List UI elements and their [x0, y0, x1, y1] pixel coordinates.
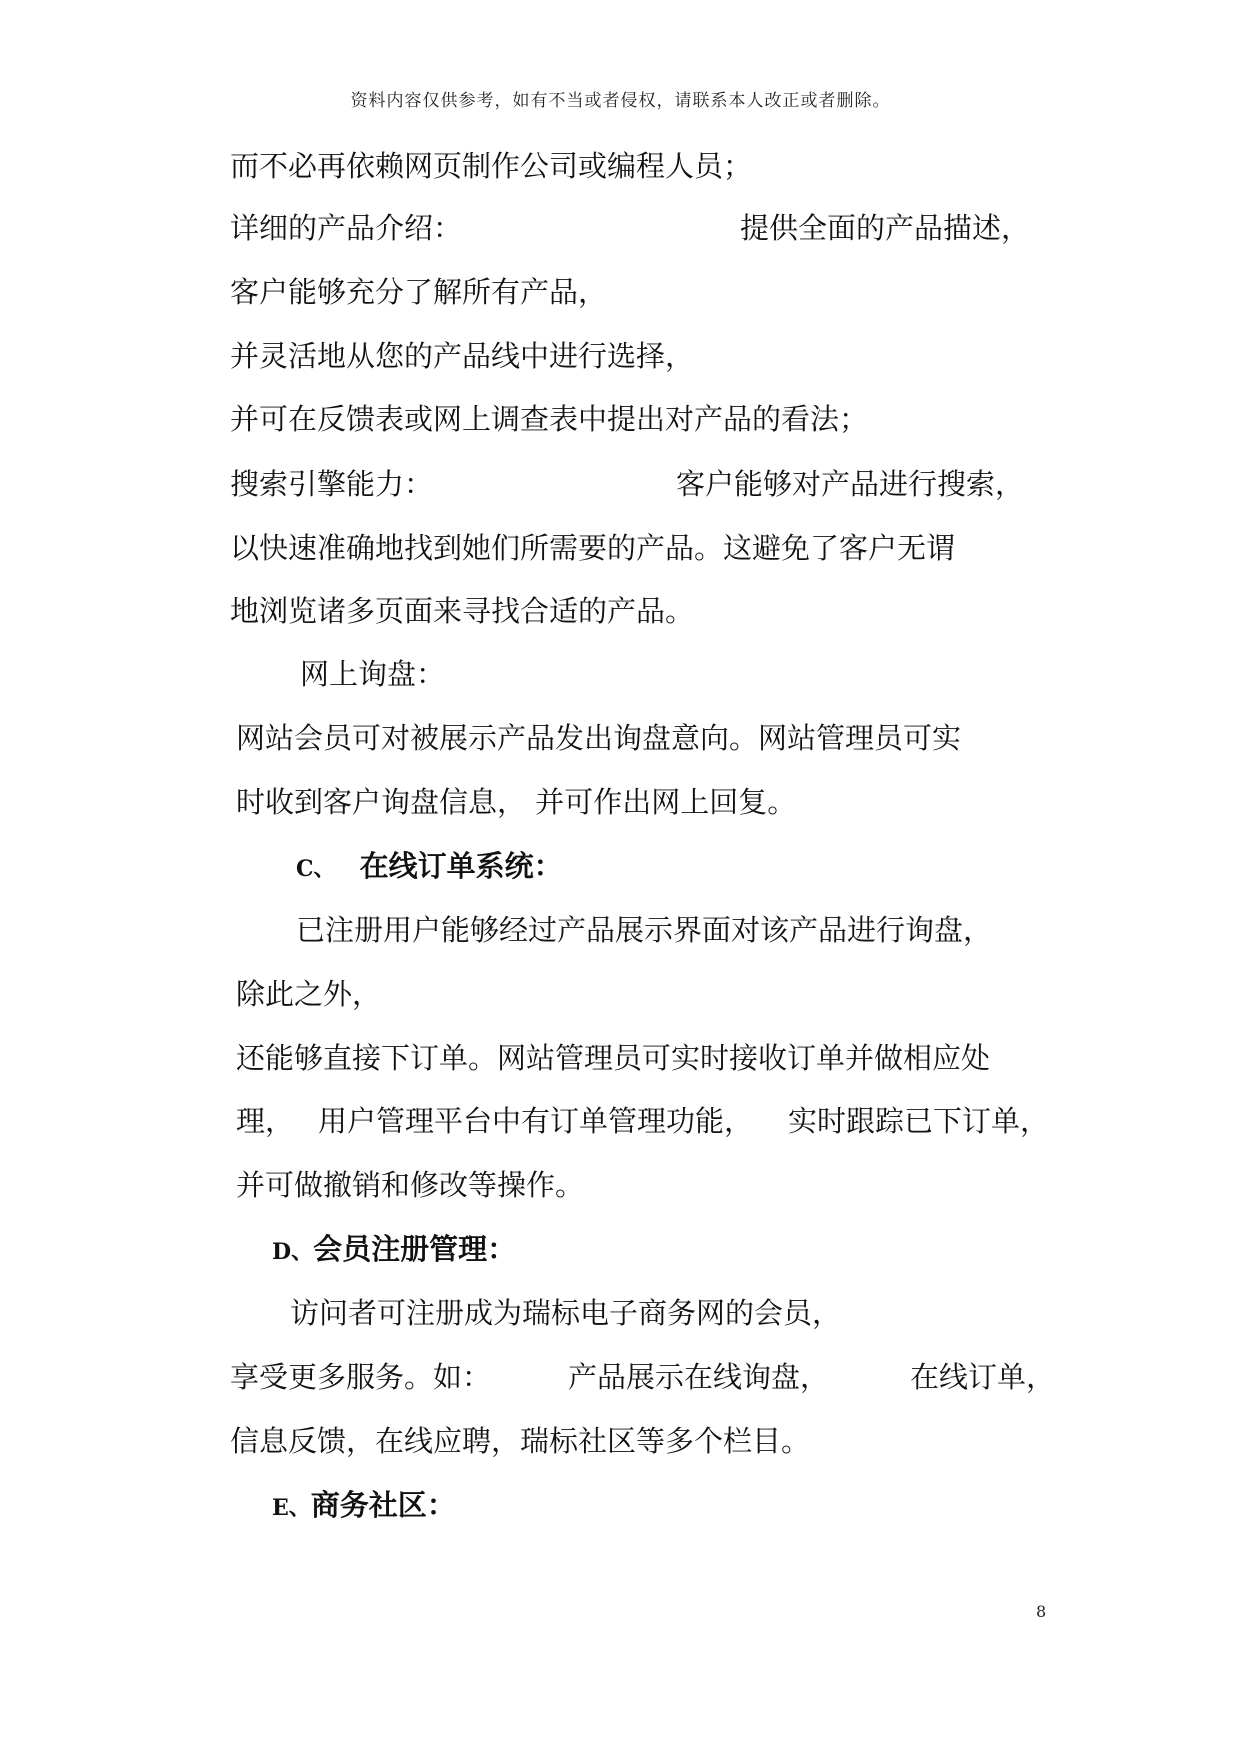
section-title: 在线订单系统： — [359, 849, 563, 883]
paragraph-line: 客户能够充分了解所有产品， — [230, 275, 608, 309]
paragraph-line: 还能够直接下订单。网站管理员可实时接收订单并做相应处 — [236, 1041, 991, 1075]
online-inquiry-label: 网上询盘： — [300, 657, 446, 691]
section-title: 会员注册管理： — [313, 1232, 517, 1266]
paragraph-line: 除此之外， — [236, 977, 382, 1011]
paragraph-line: 实时跟踪已下订单， — [788, 1104, 1050, 1138]
paragraph-line: 并可在反馈表或网上调查表中提出对产品的看法； — [230, 402, 869, 436]
section-title: 商务社区： — [310, 1488, 456, 1522]
paragraph-line: 产品展示在线询盘， — [568, 1360, 830, 1394]
paragraph-line: 时收到客户询盘信息， 并可作出网上回复。 — [236, 785, 797, 819]
section-letter: E、 — [272, 1495, 311, 1521]
paragraph-line: 并灵活地从您的产品线中进行选择， — [230, 339, 695, 373]
section-heading-e — [272, 1487, 456, 1526]
paragraph-line: 并可做撤销和修改等操作。 — [236, 1168, 585, 1202]
section-letter: D、 — [272, 1239, 314, 1265]
paragraph-line: 享受更多服务。如： — [230, 1360, 492, 1394]
section-letter: C、 — [296, 856, 336, 882]
product-intro-label: 详细的产品介绍： — [230, 211, 463, 245]
header-disclaimer: 资料内容仅供参考，如有不当或者侵权，请联系本人改正或者删除。 — [350, 91, 891, 111]
paragraph-line: 而不必再依赖网页制作公司或编程人员； — [230, 149, 753, 183]
paragraph-line: 理， — [236, 1104, 295, 1138]
paragraph-line — [230, 210, 462, 246]
paragraph-line: 网站会员可对被展示产品发出询盘意向。网站管理员可实 — [236, 721, 962, 755]
paragraph-line: 客户能够对产品进行搜索， — [676, 467, 1025, 501]
paragraph-line: 以快速准确地找到她们所需要的产品。这避免了客户无谓 — [230, 531, 956, 565]
paragraph-line: 信息反馈，在线应聘，瑞标社区等多个栏目。 — [230, 1424, 811, 1458]
paragraph-line: 在线订单， — [910, 1360, 1056, 1394]
section-heading-d — [272, 1231, 516, 1270]
paragraph-line — [230, 466, 433, 502]
paragraph-line: 提供全面的产品描述， — [740, 211, 1031, 245]
paragraph-line: 用户管理平台中有订单管理功能， — [318, 1104, 754, 1138]
page-number: 8 — [1036, 1602, 1047, 1621]
paragraph-line: 已注册用户能够经过产品展示界面对该产品进行询盘， — [296, 913, 993, 947]
search-engine-label: 搜索引擎能力： — [230, 467, 434, 501]
paragraph-line: 访问者可注册成为瑞标电子商务网的会员， — [290, 1296, 842, 1330]
section-heading-c — [296, 848, 563, 887]
paragraph-line: 地浏览诸多页面来寻找合适的产品。 — [230, 594, 695, 628]
